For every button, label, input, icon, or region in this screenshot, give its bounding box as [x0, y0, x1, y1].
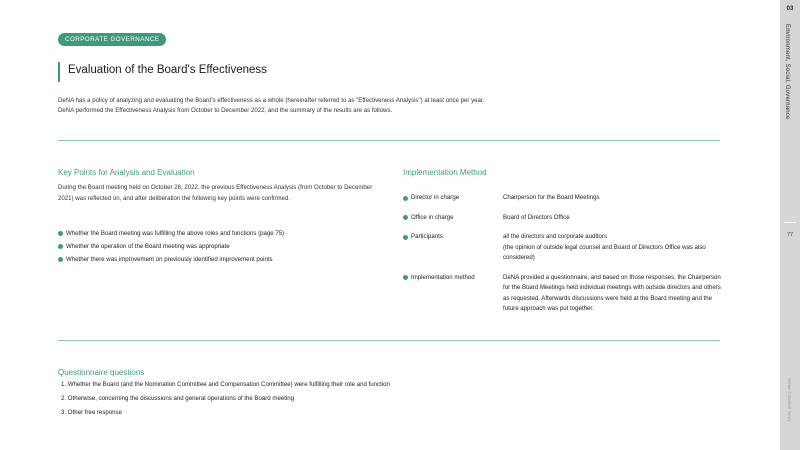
- bullet-dot-icon: [403, 196, 408, 201]
- sidebar: [780, 0, 800, 450]
- intro-line: DeNA performed the Effectiveness Analysis from October to December 2022, and the summary of the results are as follows.: [58, 107, 393, 114]
- page-number: 77: [786, 232, 794, 238]
- implementation-label: [403, 273, 503, 315]
- intro-line: DeNA has a policy of analyzing and evaluating the Board's effectiveness as a whole (hereinafter referred to as "Effectiveness Analysis") at least once per year.: [58, 97, 485, 104]
- implementation-row: [403, 213, 723, 224]
- sidebar-footer-link[interactable]: Value Creation Story: [786, 378, 791, 422]
- list-item-text: Whether there was improvement on previously identified improvement points: [66, 255, 273, 263]
- list-item: [58, 227, 284, 240]
- key-points-paragraph: During the Board meeting held on October 26, 2022, the previous Effectiveness Analysis (from October to December 2021) was reflected on, and after deliberation the following key points were confirmed.: [58, 184, 373, 202]
- bullet-dot-icon: [58, 231, 63, 236]
- implementation-label-text: Director in charge: [411, 194, 460, 201]
- chapter-number: 03: [786, 6, 794, 12]
- questionnaire-heading: Questionnaire questions: [58, 368, 145, 377]
- sidebar-separator: [784, 222, 796, 223]
- list-item-text: Whether the Board meeting was fulfilling the above roles and functions (page 75): [66, 229, 285, 237]
- chapter-title[interactable]: Environment, Social, Governance: [784, 24, 790, 120]
- implementation-heading: Implementation Method: [403, 168, 487, 177]
- list-item-text: Whether the operation of the Board meeting was appropriate: [66, 242, 230, 250]
- implementation-label: [403, 213, 503, 224]
- page-title: Evaluation of the Board's Effectiveness: [68, 64, 267, 76]
- implementation-value: DeNA provided a questionnaire, and based on those responses, the Chairperson for the Board Meetings held individual meetings with outside directors and others as requested. Afterwards discussions were held at the Board meeting and the future approach was put together.: [503, 273, 721, 312]
- implementation-label-text: Participants: [411, 233, 443, 240]
- bullet-dot-icon: [403, 275, 408, 280]
- bullet-dot-icon: [58, 257, 63, 262]
- implementation-label-text: Implementation method: [411, 273, 475, 281]
- implementation-table: [403, 193, 723, 324]
- questionnaire-list: [61, 381, 390, 423]
- list-item: 1. Whether the Board (and the Nomination Committee and Compensation Committee) were fulfilling their role and function: [61, 381, 390, 388]
- divider: [58, 140, 720, 141]
- implementation-row: [403, 232, 723, 264]
- list-item: [58, 240, 284, 253]
- implementation-value: all the directors and corporate auditors (the opinion of outside legal counsel and Board of Directors Office was also considered): [503, 233, 706, 261]
- bullet-dot-icon: [403, 235, 408, 240]
- implementation-value: Chairperson for the Board Meetings: [503, 194, 600, 201]
- list-item: 3. Other free response: [61, 409, 122, 416]
- key-points-list: [58, 227, 284, 266]
- implementation-row: [403, 273, 723, 315]
- implementation-value: Board of Directors Office: [503, 213, 570, 221]
- list-item: [58, 253, 284, 266]
- intro-text: [58, 96, 484, 116]
- bullet-dot-icon: [58, 244, 63, 249]
- title-accent-bar: [58, 62, 60, 82]
- implementation-label-text: Office in charge: [411, 213, 454, 221]
- bullet-dot-icon: [403, 215, 408, 220]
- list-item: 2. Otherwise, concerning the discussions and general operations of the Board meeting: [61, 395, 295, 402]
- implementation-label: [403, 232, 503, 264]
- section-badge: CORPORATE GOVERNANCE: [58, 33, 166, 46]
- key-points-heading: Key Points for Analysis and Evaluation: [58, 168, 195, 177]
- implementation-label: [403, 193, 503, 204]
- implementation-row: [403, 193, 723, 204]
- divider: [58, 340, 720, 341]
